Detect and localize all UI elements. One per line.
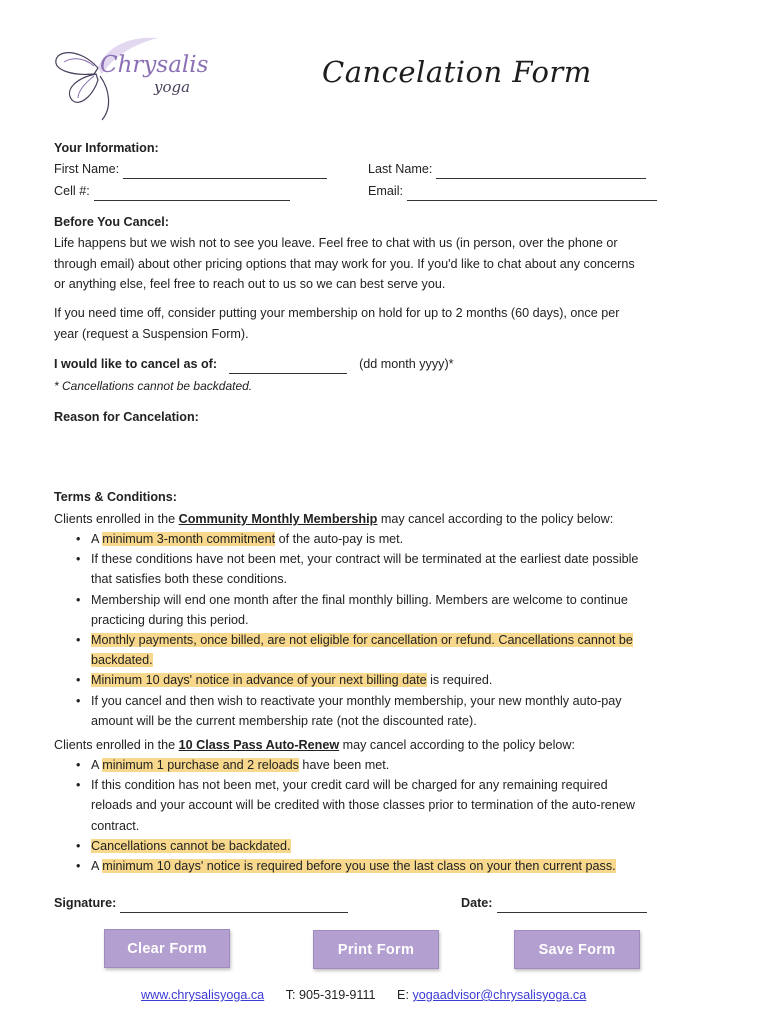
highlighted-text: backdated. — [91, 653, 153, 668]
text-line: • If this condition has not been met, your credit card will be charged for any remaining required — [91, 778, 608, 793]
intro-text: Clients enrolled in the — [54, 738, 179, 752]
logo-name: Chrysalis — [100, 52, 209, 78]
text-line: that satisfies both these conditions. — [91, 572, 288, 587]
cancel-date-format: (dd month yyyy)* — [359, 357, 454, 371]
text-line: year (request a Suspension Form). — [54, 326, 249, 341]
list-item — [54, 670, 734, 690]
before-cancel-paragraph-2 — [54, 303, 619, 344]
cancel-date-field[interactable] — [229, 359, 347, 374]
cell-row — [54, 181, 290, 201]
intro-text: may cancel according to the policy below: — [377, 512, 614, 526]
highlighted-text: Minimum 10 days' notice in advance of your next billing date — [91, 673, 427, 688]
text: have been met. — [298, 758, 390, 772]
text: is required. — [426, 673, 493, 688]
text: A — [91, 532, 103, 546]
intro-text: Clients enrolled in the — [54, 512, 179, 526]
highlighted-text: Cancellations cannot be backdated. — [91, 838, 291, 853]
before-cancel-paragraph-1 — [54, 233, 635, 295]
first-name-field[interactable] — [123, 164, 327, 179]
text-line: • Membership will end one month after the final monthly billing. Members are welcome to continue — [91, 592, 628, 607]
text-line: or anything else, feel free to reach out to us so we can best serve you. — [54, 277, 446, 292]
text-line: • If you cancel and then wish to reactivate your monthly membership, your new monthly auto-pay — [91, 693, 622, 708]
last-name-label: Last Name: — [368, 162, 433, 176]
email-label: Email: — [368, 184, 403, 198]
text: A — [91, 758, 103, 772]
list-item — [54, 691, 734, 731]
your-info-heading: Your Information: — [54, 141, 159, 155]
print-form-button[interactable]: Print Form — [313, 930, 439, 969]
save-form-button[interactable]: Save Form — [514, 930, 640, 969]
clear-form-button[interactable]: Clear Form — [104, 929, 230, 968]
email-field[interactable] — [407, 186, 657, 201]
footer — [141, 988, 586, 1002]
community-intro — [54, 509, 613, 529]
first-name-label: First Name: — [54, 162, 120, 176]
list-item — [54, 630, 734, 670]
text-line: practicing during this period. — [91, 612, 249, 627]
highlighted-text: Monthly payments, once billed, are not eligible for cancellation or refund. Cancellations cannot be — [91, 633, 633, 648]
community-membership-link: Community Monthly Membership — [178, 512, 378, 526]
before-cancel-heading: Before You Cancel: — [54, 215, 170, 229]
backdate-note: * Cancellations cannot be backdated. — [54, 379, 253, 393]
last-name-field[interactable] — [436, 164, 646, 179]
highlighted-text: minimum 10 days' notice is required before you use the last class on your then current pass. — [102, 859, 616, 874]
signature-row — [54, 893, 348, 913]
logo-subname: yoga — [154, 78, 191, 96]
email-row — [368, 181, 657, 201]
text-line: If you need time off, consider putting your membership on hold for up to 2 months (60 days), once per — [54, 306, 620, 320]
list-item — [54, 549, 734, 589]
form-title: Cancelation Form — [322, 55, 592, 89]
signature-field[interactable] — [120, 898, 348, 913]
text-line: contract. — [91, 818, 140, 833]
cell-label: Cell #: — [54, 184, 90, 198]
text-line: amount will be the current membership rate (not the discounted rate). — [91, 713, 477, 728]
list-item — [54, 529, 734, 549]
classpass-intro — [54, 735, 575, 755]
date-label: Date: — [461, 896, 493, 910]
website-link[interactable]: www.chrysalisyoga.ca — [141, 988, 265, 1002]
text-line: reloads and your account will be credited with those classes prior to termination of the auto-renew — [91, 798, 635, 813]
signature-label: Signature: — [54, 896, 117, 910]
email-prefix: E: — [397, 988, 413, 1002]
text-line: Life happens but we wish not to see you leave. Feel free to chat with us (in person, over the phone or — [54, 236, 618, 250]
list-item — [54, 836, 734, 856]
text-line: • If these conditions have not been met, your contract will be terminated at the earliest date possible — [91, 552, 639, 567]
community-terms-list — [54, 529, 734, 731]
highlighted-text: minimum 1 purchase and 2 reloads — [102, 758, 299, 772]
list-item — [54, 856, 734, 876]
highlighted-text: minimum 3-month commitment — [102, 532, 276, 546]
date-row — [461, 893, 647, 913]
class-pass-link: 10 Class Pass Auto-Renew — [178, 738, 340, 752]
reason-heading: Reason for Cancelation: — [54, 410, 199, 424]
classpass-terms-list — [54, 755, 734, 876]
cell-field[interactable] — [94, 186, 290, 201]
date-field[interactable] — [497, 898, 647, 913]
chrysalis-yoga-logo — [50, 28, 209, 123]
reason-field[interactable] — [54, 430, 714, 482]
terms-heading: Terms & Conditions: — [54, 490, 177, 504]
intro-text: may cancel according to the policy below: — [339, 738, 576, 752]
cancel-date-row — [54, 354, 454, 374]
list-item — [54, 590, 734, 630]
email-link[interactable]: yogaadvisor@chrysalisyoga.ca — [412, 988, 587, 1002]
text-line: through email) about other pricing options that may work for you. If you'd like to chat about any concerns — [54, 256, 635, 271]
text: of the auto-pay is met. — [275, 532, 404, 546]
first-name-row — [54, 159, 327, 179]
cancel-date-label: I would like to cancel as of: — [54, 357, 218, 371]
text: A — [91, 859, 103, 874]
phone-text: T: 905-319-9111 — [285, 988, 376, 1002]
last-name-row — [368, 159, 646, 179]
list-item — [54, 775, 734, 836]
list-item — [54, 755, 734, 775]
